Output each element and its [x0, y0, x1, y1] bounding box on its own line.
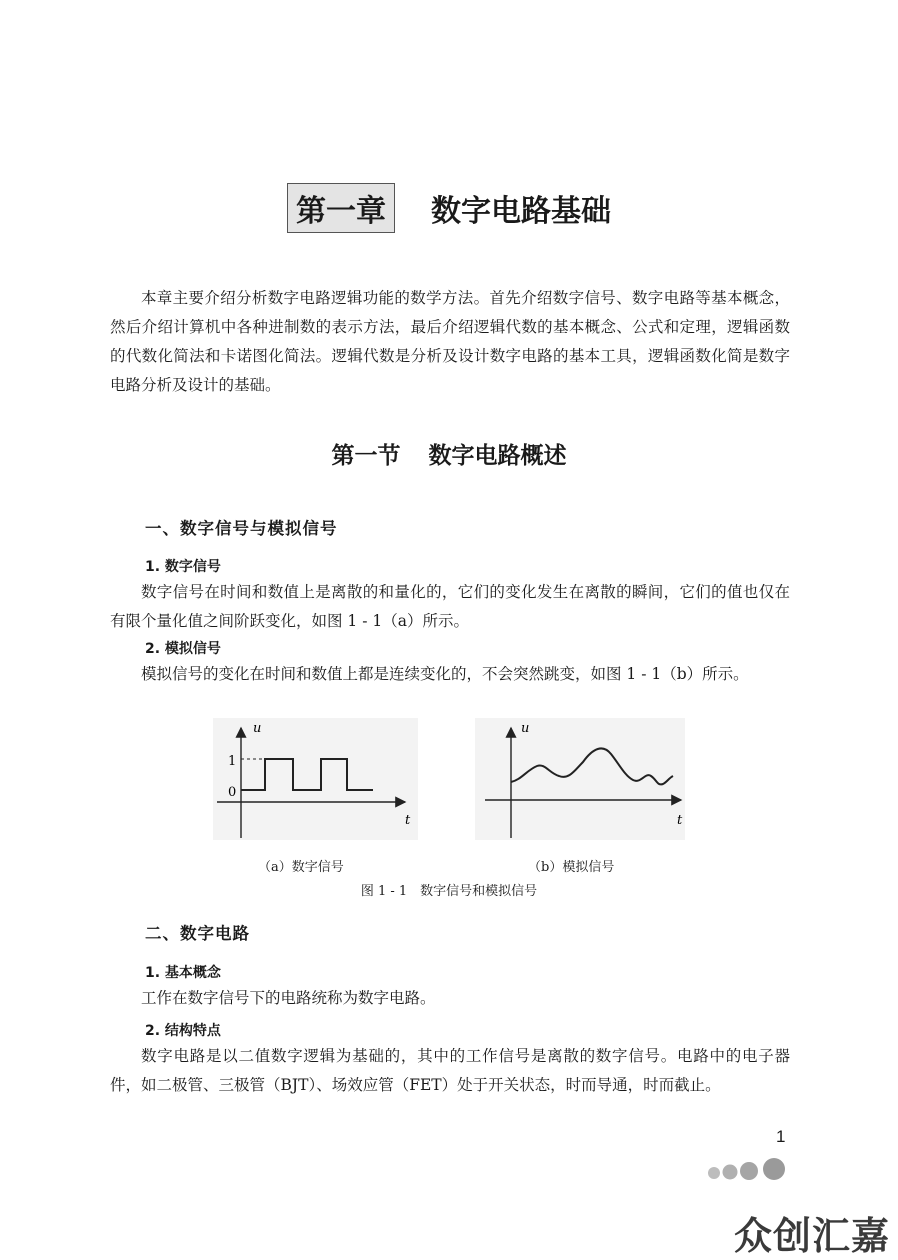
figure-1-1 [205, 718, 695, 852]
figure-sub-b: （b）模拟信号 [528, 860, 615, 875]
digital-signal-heading: 1. 数字信号 [145, 559, 221, 575]
panel-b-u-label: u [521, 721, 530, 736]
panel-a-background [213, 718, 418, 840]
figure-sub-a: （a）数字信号 [258, 860, 344, 875]
analog-signal-text: 模拟信号的变化在时间和数值上都是连续变化的，不会突然跳变，如图 1 - 1（b）所示。 [141, 665, 749, 683]
analog-signal-heading: 2. 模拟信号 [145, 641, 221, 657]
page-number: 1 [776, 1127, 786, 1146]
part1-heading: 一、数字信号与模拟信号 [145, 519, 338, 538]
chapter-heading [0, 183, 898, 233]
level-one-label: 1 [228, 754, 237, 769]
structure-heading: 2. 结构特点 [145, 1023, 221, 1039]
chapter-title: 数字电路基础 [431, 194, 611, 229]
intro-paragraph: 本章主要介绍分析数字电路逻辑功能的数学方法。首先介绍数字信号、数字电路等基本概念，然后介绍计算机中各种进制数的表示方法，最后介绍逻辑代数的基本概念、公式和定理，逻辑函数的代数化简法和卡诺图化简法。逻辑代数是分析及设计数字电路的基本工具，逻辑函数化简是数字电路分析及设计的基础。 [110, 289, 790, 394]
digital-signal-text: 数字信号在时间和数值上是离散的和量化的，它们的变化发生在离散的瞬间，它们的值也仅在有限个量化值之间阶跃变化，如图 1 - 1（a）所示。 [110, 583, 790, 630]
panel-a-u-label: u [253, 721, 262, 736]
structure-text: 数字电路是以二值数字逻辑为基础的，其中的工作信号是离散的数字信号。电路中的电子器件，如二极管、三极管（BJT）、场效应管（FET）处于开关状态，时而导通，时而截止。 [110, 1047, 790, 1094]
level-zero-label: 0 [228, 785, 237, 800]
chapter-number: 第一章 [287, 183, 395, 233]
basic-concept-heading: 1. 基本概念 [145, 965, 221, 981]
section-number: 第一节 [331, 443, 401, 469]
page-decoration-dots [706, 1154, 792, 1184]
panel-a-t-label: t [405, 813, 411, 828]
part2-heading: 二、数字电路 [145, 924, 250, 943]
signal-diagrams [205, 718, 695, 848]
basic-concept-text: 工作在数字信号下的电路统称为数字电路。 [141, 989, 436, 1007]
watermark-logo: 众创汇嘉 [734, 1214, 891, 1258]
section-heading [0, 437, 898, 470]
section-title: 数字电路概述 [428, 443, 567, 469]
panel-b-t-label: t [677, 813, 683, 828]
figure-caption: 图 1 - 1 数字信号和模拟信号 [360, 884, 538, 899]
